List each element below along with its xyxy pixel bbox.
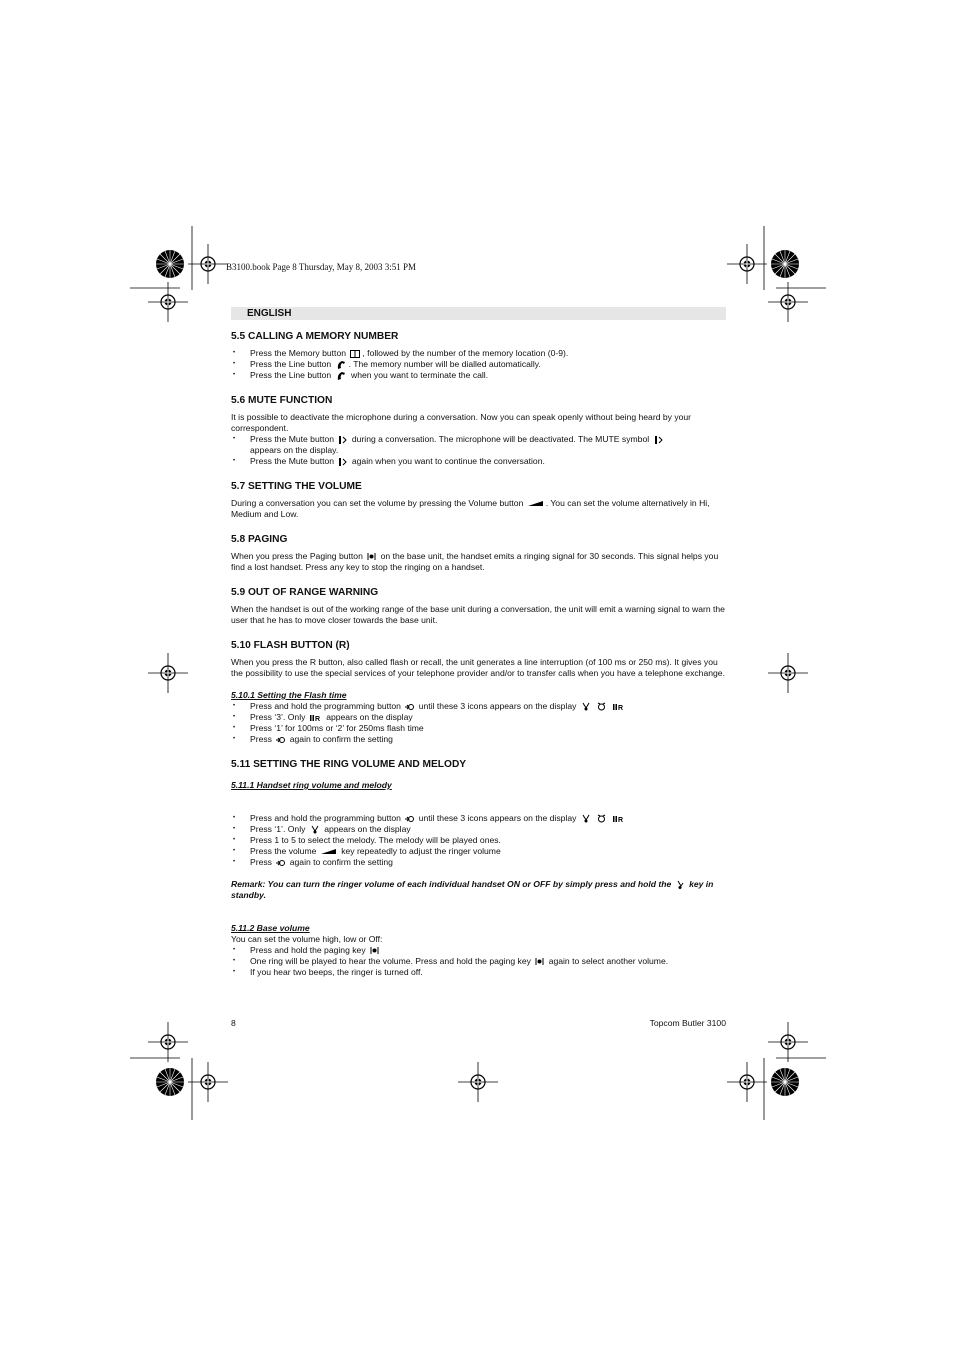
mute-steps [231, 434, 726, 467]
programming-icon [276, 736, 285, 744]
memory-book-icon [350, 350, 360, 358]
list-item: • Press the Mute button during a conversation. The microphone will be deactivated. The MUTE symbol appears on the display. [231, 434, 726, 456]
memory-steps [231, 348, 726, 381]
mute-icon [654, 435, 663, 445]
paragraph: During a conversation you can set the volume by pressing the Volume button . You can set the volume alternatively in Hi, Medium and Low. [231, 498, 710, 519]
remark: Remark: You can turn the ringer volume of each individual handset ON or OFF by simply press and hold the key in standby. [231, 879, 714, 900]
list-item: • Press ‘1’. Only appears on the display [231, 824, 726, 835]
alarm-bell-icon [597, 702, 606, 711]
section-title-5-5: 5.5 CALLING A MEMORY NUMBER [231, 331, 399, 342]
language-label: ENGLISH [247, 308, 292, 319]
recall-r-icon [613, 703, 625, 711]
list-item: • Press the Memory button , followed by the number of the memory location (0-9). [231, 348, 726, 359]
section-title-5-6: 5.6 MUTE FUNCTION [231, 395, 333, 406]
svg-text:R: R [617, 816, 623, 823]
recall-r-icon [613, 815, 625, 823]
list-item: • Press again to confirm the setting [231, 734, 726, 745]
section-title-5-9: 5.9 OUT OF RANGE WARNING [231, 587, 379, 598]
line-handset-icon [336, 360, 347, 370]
list-item: • Press the Mute button again when you want to continue the conversation. [231, 456, 726, 467]
list-item: • Press 1 to 5 to select the melody. The melody will be played ones. [231, 835, 726, 846]
paging-icon [535, 957, 544, 966]
list-item: • Press the Line button . The memory number will be dialled automatically. [231, 359, 726, 370]
subsection-title-5-10-1: 5.10.1 Setting the Flash time [231, 690, 347, 700]
paging-icon [367, 552, 376, 561]
svg-text:R: R [314, 715, 320, 722]
list-item: • Press the volume key repeatedly to adjust the ringer volume [231, 846, 726, 857]
flash-steps [231, 701, 726, 745]
programming-icon [405, 815, 414, 823]
section-title-5-10: 5.10 FLASH BUTTON (R) [231, 640, 350, 651]
book-slug: B3100.book Page 8 Thursday, May 8, 2003 3:51 PM [226, 262, 416, 272]
subsection-title-5-11-1: 5.11.1 Handset ring volume and melody [231, 780, 392, 790]
recall-r-icon [310, 714, 322, 722]
list-item: • Press ‘1’ for 100ms or ‘2’ for 250ms flash time [231, 723, 726, 734]
alarm-bell-icon [597, 814, 606, 823]
product-name: Topcom Butler 3100 [649, 1018, 726, 1028]
section-title-5-8: 5.8 PAGING [231, 534, 288, 545]
programming-icon [276, 859, 285, 867]
svg-text:R: R [617, 704, 623, 711]
base-volume-steps [231, 945, 726, 978]
melody-note-icon [581, 702, 591, 711]
paragraph: It is possible to deactivate the microphone during a conversation. Now you can speak openly without being heard by your correspondent. [231, 412, 692, 433]
melody-note-icon [581, 814, 591, 823]
subsection-title-5-11-2: 5.11.2 Base volume [231, 923, 310, 933]
paragraph: When you press the Paging button on the base unit, the handset emits a ringing signal for 30 seconds. This signal helps you find a lost handset. Press any key to stop the ringing on a handset. [231, 551, 719, 572]
list-item: • Press the Line button when you want to terminate the call. [231, 370, 726, 381]
section-title-5-11: 5.11 SETTING THE RING VOLUME AND MELODY [231, 759, 467, 770]
section-title-5-7: 5.7 SETTING THE VOLUME [231, 481, 362, 492]
page-number: 8 [231, 1018, 236, 1028]
list-item: • One ring will be played to hear the volume. Press and hold the paging key again to select another volume. [231, 956, 726, 967]
paging-icon [370, 946, 379, 955]
list-item: • Press ‘3’. Only R appears on the display [231, 712, 726, 723]
ring-melody-steps [231, 813, 726, 868]
list-item: • Press and hold the programming button until these 3 icons appears on the display R [231, 813, 726, 824]
list-item: • Press and hold the programming button until these 3 icons appears on the display R [231, 701, 726, 712]
mute-icon [338, 457, 347, 467]
manual-page-content [231, 330, 726, 978]
volume-icon [528, 500, 544, 507]
paragraph: You can set the volume high, low or Off: [231, 934, 383, 944]
volume-icon [321, 848, 337, 855]
ringer-off-icon [676, 880, 685, 890]
language-bar [231, 307, 726, 320]
paragraph: When you press the R button, also called flash or recall, the unit generates a line interruption (of 100 ms or 250 ms). It gives you the possibility to use the special services of your telephone provider and/or to transfer calls when you have a telephone exchange. [231, 657, 725, 678]
mute-icon [338, 435, 347, 445]
list-item: • Press again to confirm the setting [231, 857, 726, 868]
list-item: • Press and hold the paging key [231, 945, 726, 956]
line-handset-icon [336, 371, 347, 381]
paragraph: When the handset is out of the working range of the base unit during a conversation, the unit will emit a warning signal to warn the user that he has to move closer towards the base unit. [231, 604, 725, 625]
programming-icon [405, 703, 414, 711]
melody-note-icon [310, 825, 320, 834]
list-item: • If you hear two beeps, the ringer is turned off. [231, 967, 726, 978]
